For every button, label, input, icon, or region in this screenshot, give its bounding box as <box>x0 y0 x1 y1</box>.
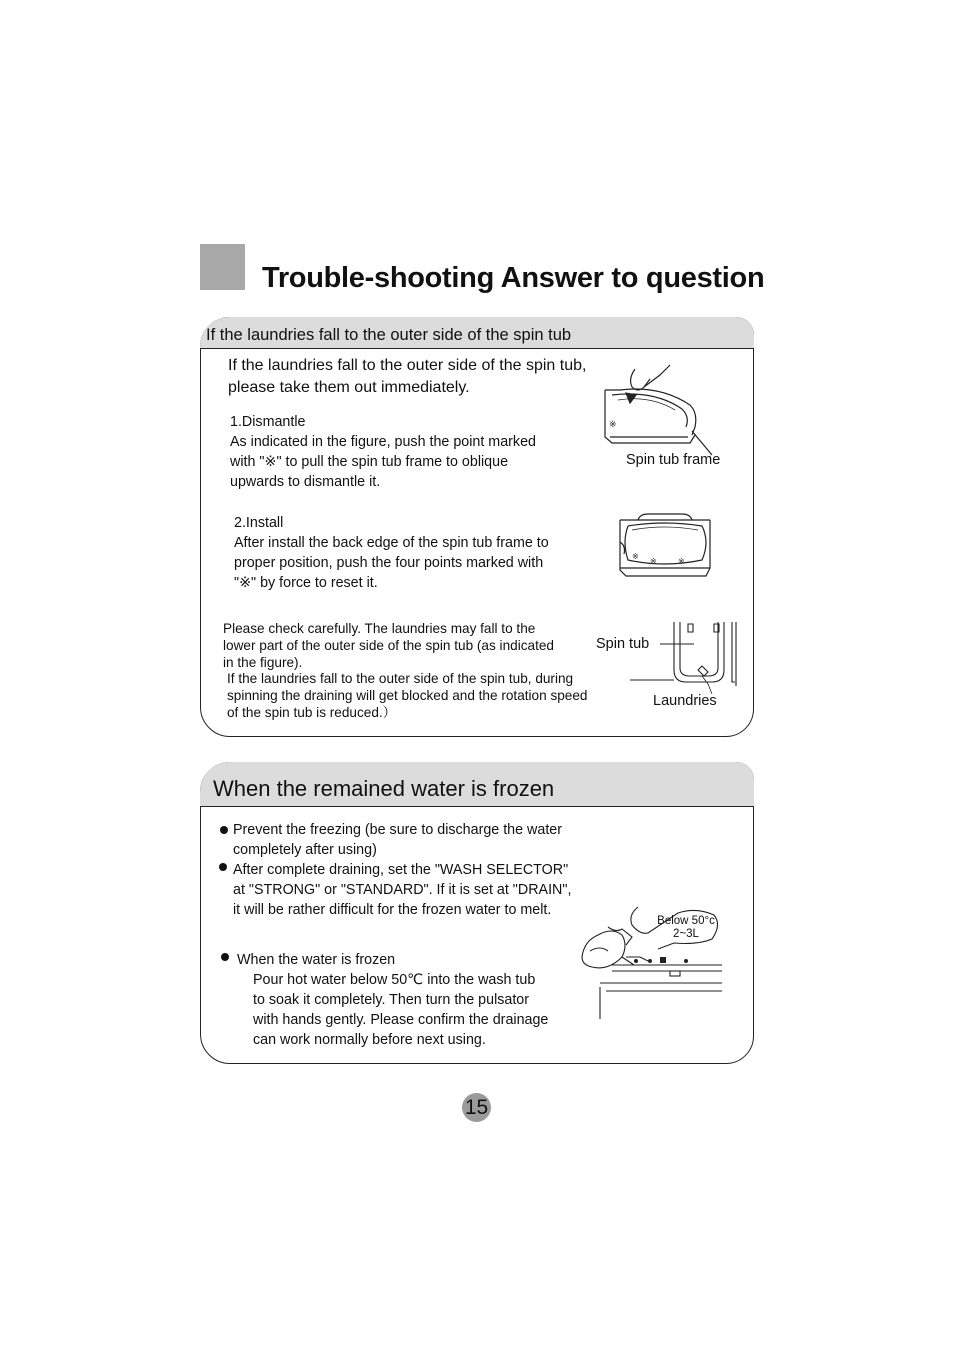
dismantle-line: with "※" to pull the spin tub frame to oblique <box>230 454 509 470</box>
section-frozen-heading: When the remained water is frozen <box>213 776 555 801</box>
svg-text:※: ※ <box>609 420 617 430</box>
bullet-line: it will be rather difficult for the frozen water to melt. <box>233 902 552 918</box>
dismantle-step <box>230 412 536 492</box>
bullet-line: After complete draining, set the "WASH SELECTOR" <box>233 862 569 878</box>
svg-text:※: ※ <box>650 557 657 566</box>
dismantle-line: upwards to dismantle it. <box>230 474 381 490</box>
dismantle-label: 1.Dismantle <box>230 414 306 430</box>
bullet-icon <box>221 953 229 961</box>
frozen-bullet-selector <box>233 860 571 920</box>
bullet-icon <box>220 826 228 834</box>
bubble-volume: 2~3L <box>673 928 699 940</box>
install-label: 2.Install <box>234 515 284 531</box>
section-laundries-intro <box>228 355 586 399</box>
intro-line: If the laundries fall to the outer side of the spin tub, <box>228 357 587 374</box>
note-line: Please check carefully. The laundries may fall to the <box>223 621 536 636</box>
intro-line: please take them out immediately. <box>228 379 470 396</box>
note-line: of the spin tub is reduced.） <box>227 704 397 720</box>
spin-tub-figure <box>600 620 740 700</box>
svg-text:※: ※ <box>678 557 685 566</box>
dismantle-line: As indicated in the figure, push the point marked <box>230 434 536 450</box>
note-line: If the laundries fall to the outer side of the spin tub, during <box>227 671 574 687</box>
note-line: in the figure). <box>223 654 303 670</box>
page-number: 15 <box>462 1093 491 1122</box>
temperature-bubble <box>654 915 718 941</box>
spin-tub-frame-label: Spin tub frame <box>626 452 721 468</box>
frozen-bullet-instructions <box>253 970 548 1050</box>
page-title: Trouble-shooting Answer to question <box>262 262 765 294</box>
instruction-line: with hands gently. Please confirm the drainage <box>253 1012 549 1028</box>
spin-tub-label: Spin tub <box>596 636 650 652</box>
install-line: "※" by force to reset it. <box>234 575 378 591</box>
instruction-line: Pour hot water below 50℃ into the wash tub <box>253 972 536 988</box>
instruction-line: to soak it completely. Then turn the pulsator <box>253 992 530 1008</box>
laundries-note <box>223 621 587 722</box>
frozen-bullet-title: When the water is frozen <box>237 952 396 968</box>
install-line: After install the back edge of the spin tub frame to <box>234 535 549 551</box>
laundries-label: Laundries <box>653 693 717 709</box>
dismantle-figure <box>600 365 720 460</box>
title-marker <box>200 244 245 290</box>
frozen-bullet-prevent <box>233 820 562 860</box>
bullet-line: Prevent the freezing (be sure to discharge the water <box>233 822 563 838</box>
bullet-line: at "STRONG" or "STANDARD". If it is set at "DRAIN", <box>233 882 572 898</box>
install-line: proper position, push the four points marked with <box>234 555 544 571</box>
svg-text:※: ※ <box>632 552 639 561</box>
bullet-icon <box>219 863 227 871</box>
install-step <box>234 513 549 593</box>
install-figure <box>618 512 713 580</box>
note-line: lower part of the outer side of the spin tub (as indicated <box>223 637 554 653</box>
section-laundries-heading: If the laundries fall to the outer side of the spin tub <box>206 326 572 344</box>
note-line: spinning the draining will get blocked and the rotation speed <box>227 688 588 704</box>
bubble-temp: Below 50°c <box>657 915 715 927</box>
bullet-line: completely after using) <box>233 842 377 858</box>
instruction-line: can work normally before next using. <box>253 1032 486 1048</box>
